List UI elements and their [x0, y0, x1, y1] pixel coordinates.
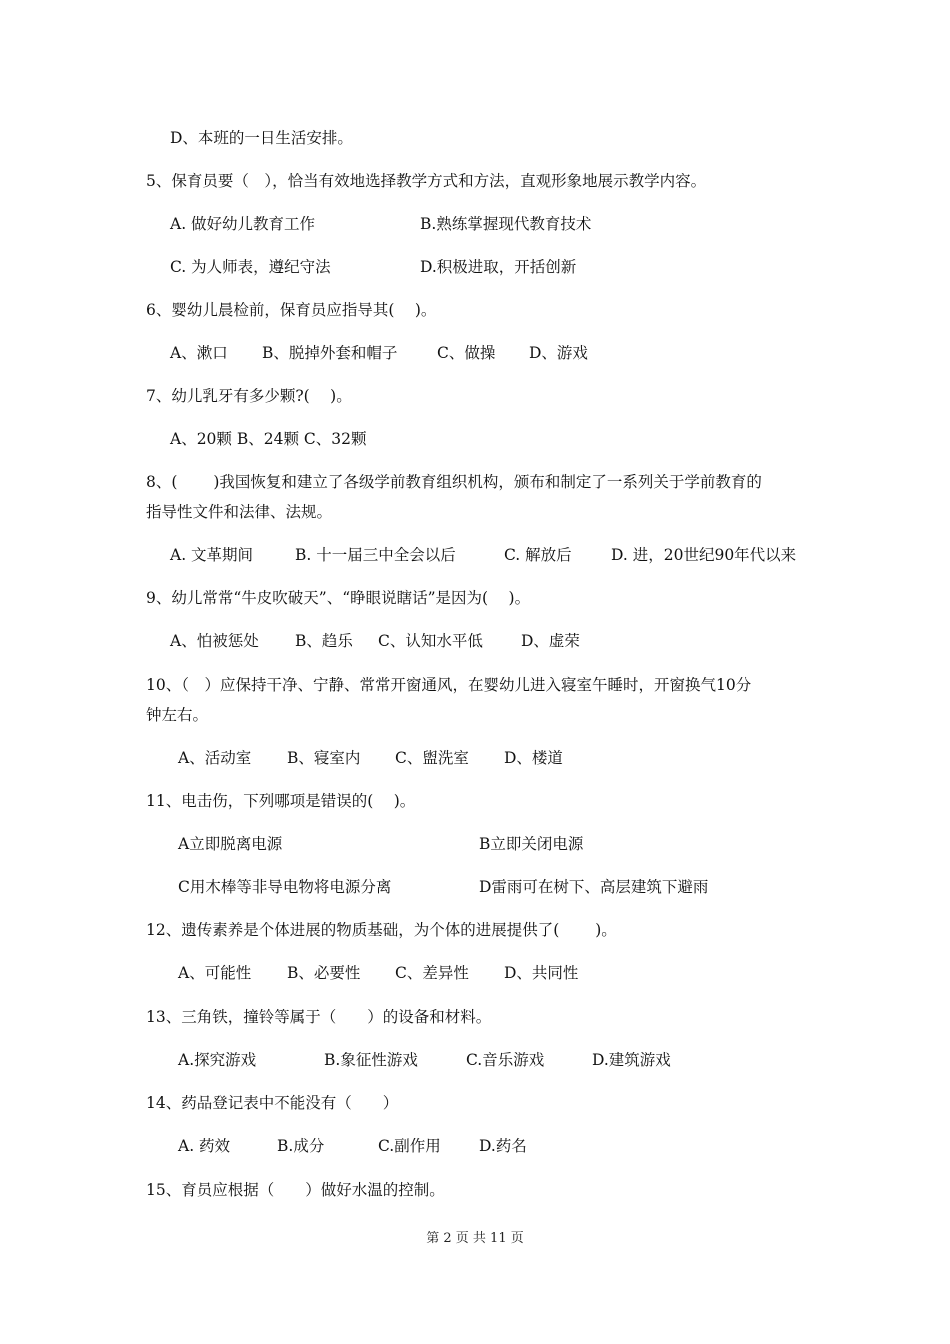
q6-option-c: C、做操	[437, 344, 496, 362]
q5-option-c: C. 为人师表，遵纪守法	[170, 258, 331, 276]
q13-option-b: B.象征性游戏	[324, 1051, 418, 1069]
q9-option-b: B、趋乐	[295, 632, 353, 650]
q9-option-c: C、认知水平低	[378, 632, 483, 650]
q7-options: A、20颗 B、24颗 C、32颗	[170, 430, 367, 448]
q12-option-b: B、必要性	[287, 964, 361, 982]
q8-option-b: B. 十一届三中全会以后	[295, 546, 456, 564]
question-10-line1: 10、（ ）应保持干净、宁静、常常开窗通风，在婴幼儿进入寝室午睡时，开窗换气10分	[146, 676, 752, 694]
question-7: 7、幼儿乳牙有多少颗?( )。	[146, 387, 352, 405]
q6-option-a: A、漱口	[170, 344, 228, 362]
q5-option-b: B.熟练掌握现代教育技术	[420, 215, 592, 233]
q9-option-d: D、虚荣	[521, 632, 580, 650]
q13-option-d: D.建筑游戏	[592, 1051, 671, 1069]
q14-option-b: B.成分	[277, 1137, 325, 1155]
q12-option-a: A、可能性	[178, 964, 252, 982]
question-6: 6、婴幼儿晨检前，保育员应指导其( )。	[146, 301, 437, 319]
question-8-line1: 8、( )我国恢复和建立了各级学前教育组织机构，颁布和制定了一系列关于学前教育的	[146, 473, 762, 491]
q8-option-d: D. 进，20世纪90年代以来	[611, 546, 797, 564]
q11-option-c: C用木棒等非导电物将电源分离	[178, 878, 392, 896]
question-14: 14、药品登记表中不能没有（ ）	[146, 1094, 399, 1112]
q11-option-a: A立即脱离电源	[178, 835, 283, 853]
q13-option-a: A.探究游戏	[178, 1051, 257, 1069]
q10-option-c: C、盥洗室	[395, 749, 469, 767]
q9-option-a: A、怕被惩处	[170, 632, 259, 650]
question-15: 15、育员应根据（ ）做好水温的控制。	[146, 1181, 445, 1199]
q10-option-a: A、活动室	[178, 749, 252, 767]
q11-option-b: B立即关闭电源	[479, 835, 584, 853]
q11-option-d: D雷雨可在树下、高层建筑下避雨	[479, 878, 709, 896]
question-13: 13、三角铁，撞铃等属于（ ）的设备和材料。	[146, 1008, 492, 1026]
q6-option-d: D、游戏	[529, 344, 588, 362]
q8-option-c: C. 解放后	[504, 546, 572, 564]
q12-option-d: D、共同性	[504, 964, 579, 982]
question-5: 5、保育员要（ ），恰当有效地选择教学方式和方法，直观形象地展示教学内容。	[146, 172, 707, 190]
q5-option-d: D.积极进取，开括创新	[420, 258, 577, 276]
q14-option-a: A. 药效	[178, 1137, 231, 1155]
line-d4: D、本班的一日生活安排。	[170, 129, 353, 147]
question-12: 12、遗传素养是个体进展的物质基础，为个体的进展提供了( )。	[146, 921, 617, 939]
q10-option-d: D、楼道	[504, 749, 563, 767]
question-8-line2: 指导性文件和法律、法规。	[146, 503, 333, 521]
q12-option-c: C、差异性	[395, 964, 469, 982]
page-footer: 第 2 页 共 11 页	[426, 1231, 524, 1246]
q8-option-a: A. 文革期间	[170, 546, 254, 564]
q14-option-c: C.副作用	[378, 1137, 441, 1155]
question-10-line2: 钟左右。	[146, 706, 209, 724]
question-11: 11、电击伤，下列哪项是错误的( )。	[146, 792, 416, 810]
q6-option-b: B、脱掉外套和帽子	[262, 344, 398, 362]
q10-option-b: B、寝室内	[287, 749, 361, 767]
q13-option-c: C.音乐游戏	[466, 1051, 545, 1069]
q14-option-d: D.药名	[479, 1137, 527, 1155]
question-9: 9、幼儿常常“牛皮吹破天”、“睁眼说瞎话”是因为( )。	[146, 589, 531, 607]
q5-option-a: A. 做好幼儿教育工作	[170, 215, 316, 233]
